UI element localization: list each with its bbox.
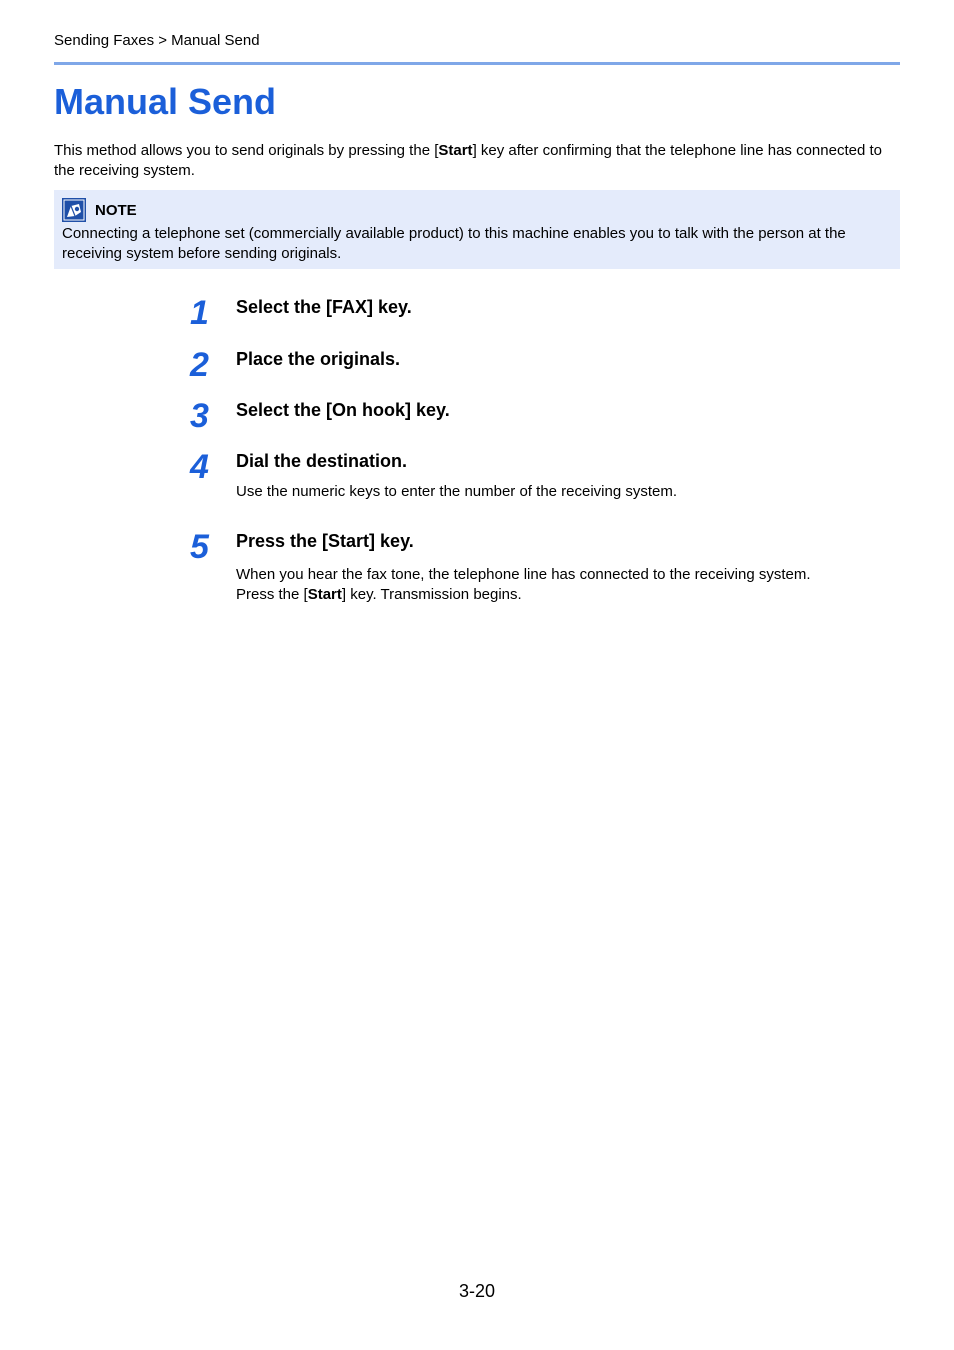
note-icon — [62, 198, 86, 222]
page-number: 3-20 — [458, 1281, 496, 1301]
note-box — [54, 190, 900, 269]
step-number: 1 — [190, 294, 209, 332]
intro-text-end: ] key after confirming that the telephone line has connected to the receiving system. — [54, 142, 882, 179]
note-text: Connecting a telephone set (commercially available product) to this machine enables you to talk with the person at the receiving system before sending originals. — [62, 225, 846, 262]
breadcrumb: Sending Faxes > Manual Send — [54, 32, 260, 49]
step-description — [236, 565, 876, 605]
header-divider — [54, 62, 900, 65]
step-description: Use the numeric keys to enter the number of the receiving system. — [236, 483, 678, 500]
intro-start-key: Start — [438, 142, 473, 159]
step-number: 2 — [190, 346, 209, 384]
step-number: 3 — [190, 397, 209, 435]
step-description-line: When you hear the fax tone, the telephone line has connected to the receiving system. — [236, 566, 811, 583]
step-number: 4 — [190, 448, 209, 486]
page-title: Manual Send — [54, 81, 277, 122]
step-text-start: Press the [ — [236, 586, 308, 603]
step-number: 5 — [190, 528, 209, 566]
note-label: NOTE — [95, 201, 137, 219]
note-header — [62, 198, 892, 222]
intro-text-start: This method allows you to send originals by pressing the [ — [54, 142, 439, 159]
step-title: Place the originals. — [236, 349, 401, 369]
step-title: Dial the destination. — [236, 451, 408, 471]
intro-paragraph — [54, 141, 900, 181]
step-title: Press the [Start] key. — [236, 531, 414, 551]
step-title: Select the [FAX] key. — [236, 297, 412, 317]
step-title: Select the [On hook] key. — [236, 400, 450, 420]
start-key-label: Start — [307, 586, 342, 603]
step-description-line — [236, 585, 876, 605]
step-text-end: ] key. Transmission begins. — [341, 586, 522, 603]
